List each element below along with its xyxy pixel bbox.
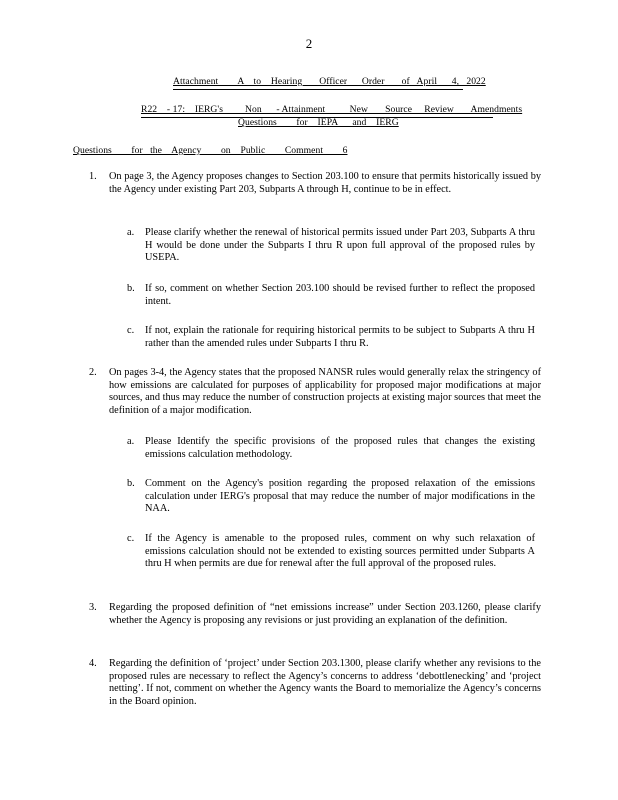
subquestion-letter: c. bbox=[127, 325, 135, 336]
question-text: Regarding the proposed definition of “net emissions increase” under Section 203.1260, please clarify whether the Agency is proposing any revisions or just providing an explanation of the definition. bbox=[109, 602, 541, 626]
subquestion-text: If not, explain the rationale for requiring historical permits to be subject to Subparts A thru H rather than the amended rules under Subparts I thru R. bbox=[145, 325, 535, 349]
question-text: Regarding the definition of ‘project’ under Section 203.1300, please clarify whether any revisions to the proposed rules are necessary to reflect the Agency’s concerns to address ‘debottlenecking’ and ‘project netting’. If not, comment on whether the Agency wants the Board to memorialize the Agency’s concerns in the Board opinion. bbox=[109, 658, 541, 707]
question-2a bbox=[127, 436, 535, 461]
subquestion-text: If so, comment on whether Section 203.100 should be revised further to reflect the proposed intent. bbox=[145, 283, 535, 307]
question-text: On page 3, the Agency proposes changes to Section 203.100 to ensure that permits historically issued by the Agency under existing Part 203, Subparts A through H, continue to be in effect. bbox=[109, 171, 541, 195]
question-number: 2. bbox=[89, 367, 97, 378]
questions-heading: Questions for IEPA and IERG bbox=[238, 117, 399, 128]
question-number: 4. bbox=[89, 658, 97, 669]
subquestion-letter: a. bbox=[127, 436, 135, 447]
attachment-rule bbox=[173, 89, 463, 90]
question-2b bbox=[127, 478, 535, 516]
question-number: 3. bbox=[89, 602, 97, 613]
question-1b bbox=[127, 283, 535, 308]
question-1c bbox=[127, 325, 535, 350]
question-4 bbox=[89, 658, 541, 708]
question-number: 1. bbox=[89, 171, 97, 182]
subquestion-text: If the Agency is amenable to the proposed rules, comment on why such relaxation of emissions calculation should not be extended to existing sources permitted under Subparts A thru H when permits are due for renewal after the full approval of the proposed rules. bbox=[145, 533, 535, 570]
question-1 bbox=[89, 171, 541, 196]
subquestion-text: Please clarify whether the renewal of historical permits issued under Part 203, Subparts A thru H would be done under the Subparts I thru R upon full approval of the proposed rules by USEPA. bbox=[145, 227, 535, 264]
subquestion-letter: b. bbox=[127, 478, 135, 489]
attachment-heading: Attachment A to Hearing Officer Order of April 4, 2022 bbox=[173, 76, 486, 87]
question-2c bbox=[127, 533, 535, 571]
rulemaking-heading: R22 - 17: IERG's Non - Attainment New Source Review Amendments bbox=[141, 104, 523, 115]
subquestion-text: Comment on the Agency's position regarding the proposed relaxation of the emissions calculation under IERG's proposal that may reduce the number of major modifications in the NAA. bbox=[145, 478, 535, 515]
question-1a bbox=[127, 227, 535, 265]
subquestion-letter: b. bbox=[127, 283, 135, 294]
question-3 bbox=[89, 602, 541, 627]
question-2 bbox=[89, 367, 541, 417]
page-number: 2 bbox=[305, 36, 313, 51]
subquestion-text: Please Identify the specific provisions of the proposed rules that changes the existing emissions calculation methodology. bbox=[145, 436, 535, 460]
subquestion-letter: c. bbox=[127, 533, 135, 544]
question-text: On pages 3-4, the Agency states that the proposed NANSR rules would generally relax the stringency of how emissions are calculated for purposes of applicability for proposed major modifications at major sources, and thus may reduce the number of construction projects at existing major sources that meet the definition of a major modification. bbox=[109, 367, 541, 416]
comment-heading: Questions for the Agency on Public Comment 6 bbox=[73, 145, 348, 156]
subquestion-letter: a. bbox=[127, 227, 135, 238]
